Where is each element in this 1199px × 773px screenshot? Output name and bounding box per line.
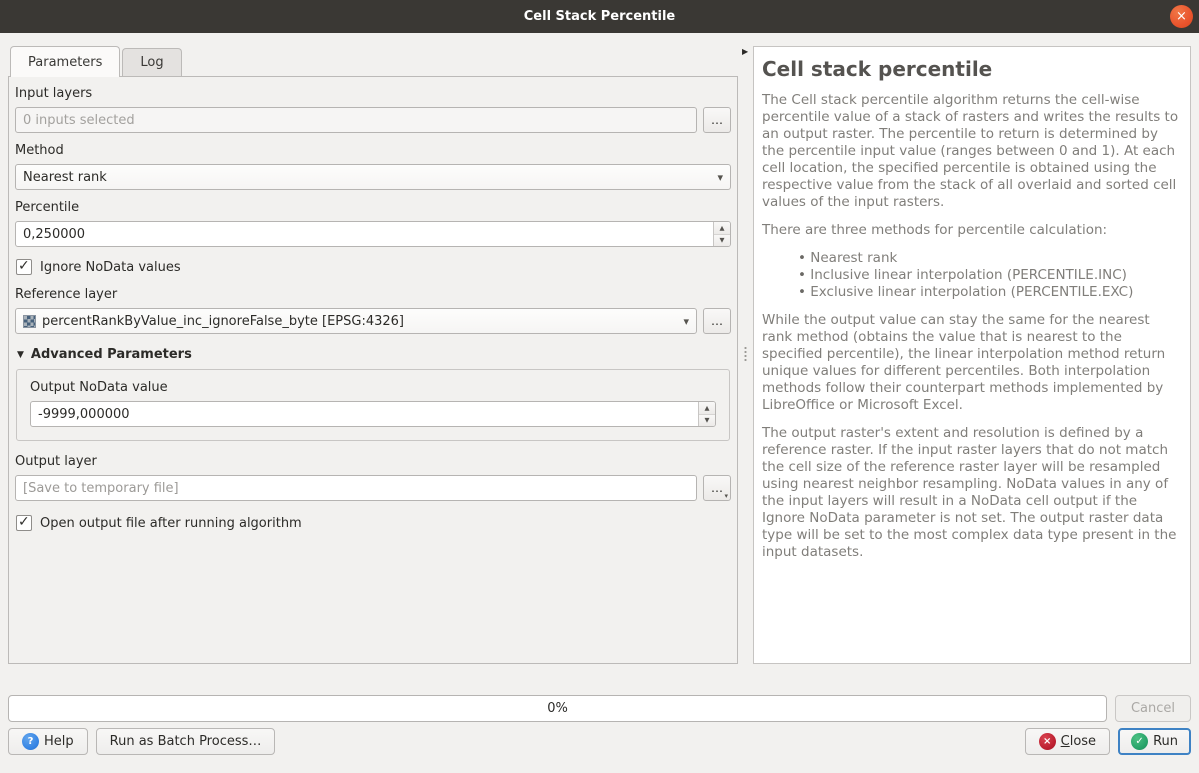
help-icon: ? — [22, 733, 39, 750]
tab-log[interactable]: Log — [122, 48, 181, 76]
percentile-value: 0,250000 — [23, 226, 86, 242]
footer-spacer — [283, 728, 1016, 755]
list-item: • Exclusive linear interpolation (PERCENTILE.EXC) — [798, 284, 1182, 301]
output-layer-field[interactable] — [15, 475, 697, 501]
output-layer-placeholder: [Save to temporary file] — [23, 480, 179, 496]
tab-parameters[interactable]: Parameters — [10, 46, 120, 77]
progress-bar — [8, 695, 1107, 722]
cancel-button[interactable]: Cancel — [1115, 695, 1191, 722]
output-nodata-spinbox[interactable] — [30, 401, 716, 427]
chevron-down-icon: ▾ — [724, 492, 728, 500]
dialog-button-row — [8, 728, 1191, 755]
splitter-grip[interactable] — [744, 346, 747, 362]
window-title: Cell Stack Percentile — [523, 9, 676, 24]
reference-layer-browse-button[interactable] — [703, 308, 731, 334]
help-button[interactable] — [8, 728, 88, 755]
checkmark-icon: ✓ — [18, 258, 30, 274]
input-layers-label: Input layers — [15, 86, 93, 101]
chevron-down-icon: ▾ — [717, 170, 723, 184]
spin-down-icon[interactable]: ▼ — [699, 415, 715, 427]
window-close-icon: × — [1176, 9, 1187, 24]
close-icon: × — [1039, 733, 1056, 750]
progress-value: 0% — [547, 701, 568, 716]
run-as-batch-button[interactable] — [96, 728, 276, 755]
output-layer-browse-button[interactable] — [703, 475, 731, 501]
window-close-button[interactable] — [1170, 5, 1193, 28]
close-button[interactable] — [1025, 728, 1110, 755]
spin-up-icon[interactable]: ▲ — [714, 222, 730, 235]
open-output-checkbox[interactable] — [16, 515, 32, 531]
spin-down-icon[interactable]: ▼ — [714, 235, 730, 247]
help-paragraph: While the output value can stay the same for the nearest rank method (obtains the value that is nearest to the specified percentile), the linear interpolation method return unique values for different percentiles. Both interpolation methods follow their counterpart methods implemented by LibreOffice or Microsoft Excel. — [762, 312, 1166, 413]
spin-up-icon[interactable]: ▲ — [699, 402, 715, 415]
input-layers-browse-button[interactable] — [703, 107, 731, 133]
titlebar[interactable] — [0, 0, 1199, 33]
help-button-label: Help — [44, 734, 74, 749]
raster-layer-icon — [23, 315, 36, 328]
help-paragraph: There are three methods for percentile calculation: — [762, 222, 1108, 238]
percentile-spinbox[interactable] — [15, 221, 731, 247]
list-item: • Nearest rank — [798, 250, 1182, 267]
run-icon: ✓ — [1131, 733, 1148, 750]
run-button-label: Run — [1153, 734, 1178, 749]
output-nodata-spin-buttons — [698, 402, 715, 426]
method-label: Method — [15, 143, 64, 158]
tab-bar — [8, 46, 738, 76]
progress-row — [8, 695, 1191, 722]
close-button-label: Close — [1060, 734, 1097, 749]
ignore-nodata-checkbox[interactable] — [16, 259, 32, 275]
ellipsis-icon: … — [711, 481, 723, 495]
output-layer-label: Output layer — [15, 454, 97, 469]
panel-splitter[interactable] — [738, 46, 753, 664]
help-panel — [753, 46, 1191, 664]
advanced-parameters-group — [16, 369, 730, 441]
parameters-panel — [8, 76, 738, 664]
batch-button-label: Run as Batch Process… — [109, 734, 262, 749]
input-layers-value: 0 inputs selected — [23, 112, 135, 128]
percentile-label: Percentile — [15, 200, 80, 215]
output-nodata-value: -9999,000000 — [38, 406, 130, 422]
ellipsis-icon: … — [711, 113, 723, 127]
dialog-body — [0, 33, 1199, 664]
parameters-pane — [8, 46, 738, 664]
help-title: Cell stack percentile — [762, 57, 993, 81]
triangle-down-icon: ▼ — [17, 349, 24, 360]
reference-layer-label: Reference layer — [15, 287, 118, 302]
help-paragraph: The output raster's extent and resolution is defined by a reference raster. If the input raster layers that do not match the cell size of the reference raster layer will be resampled using nearest neighbor resampling. NoData values in any of the input layers will result in a NoData cell output if the Ignore NoData parameter is not set. The output raster data type will be set to the most complex data type present in the input datasets. — [762, 425, 1177, 560]
output-nodata-label: Output NoData value — [30, 380, 168, 395]
reference-layer-value: percentRankByValue_inc_ignoreFalse_byte [EPSG:4326] — [42, 313, 404, 329]
reference-layer-dropdown[interactable] — [15, 308, 697, 334]
run-button[interactable] — [1118, 728, 1191, 755]
list-item: • Inclusive linear interpolation (PERCENTILE.INC) — [798, 267, 1182, 284]
percentile-spin-buttons — [713, 222, 730, 246]
method-value: Nearest rank — [23, 169, 107, 185]
chevron-down-icon: ▾ — [683, 314, 689, 328]
input-layers-field[interactable] — [15, 107, 697, 133]
help-paragraph: The Cell stack percentile algorithm returns the cell-wise percentile value of a stack of rasters and writes the results to an output raster. The percentile to return is determined by the percentile input value (ranges between 0 and 1). At each cell location, the specified percentile is obtained using the respective value from the stack of all overlaid and sorted cell values of the input rasters. — [762, 92, 1179, 210]
method-dropdown[interactable] — [15, 164, 731, 190]
checkmark-icon: ✓ — [18, 514, 30, 530]
advanced-parameters-header[interactable] — [17, 347, 731, 362]
ellipsis-icon: … — [711, 314, 723, 328]
advanced-parameters-title: Advanced Parameters — [30, 347, 192, 362]
ignore-nodata-label: Ignore NoData values — [40, 259, 181, 275]
help-method-list — [798, 250, 1182, 301]
open-output-label: Open output file after running algorithm — [40, 515, 302, 531]
splitter-collapse-icon[interactable]: ▶ — [742, 47, 749, 56]
